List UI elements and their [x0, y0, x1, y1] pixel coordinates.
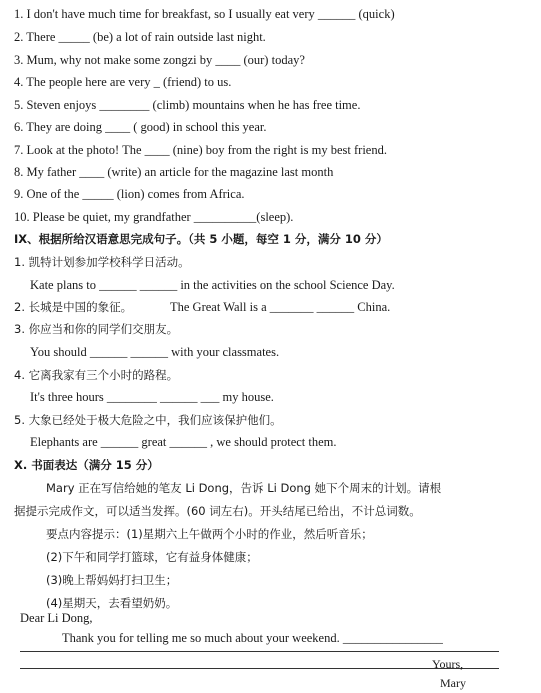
translation-prompt-2: 2. 长城是中国的象征。	[14, 300, 133, 314]
exercise-item-7: 7. Look at the photo! The ____ (nine) boy from the right is my best friend.	[14, 143, 387, 157]
letter-greeting: Dear Li Dong,	[20, 611, 93, 625]
translation-prompt-5: 5. 大象已经处于极大危险之中，我们应该保护他们。	[14, 413, 282, 427]
section-heading-x: X. 书面表达（满分 15 分）	[14, 458, 159, 472]
exercise-item-6: 6. They are doing ____ ( good) in school this year.	[14, 120, 267, 134]
translation-sentence-2: The Great Wall is a _______ ______ China.	[170, 300, 391, 314]
translation-sentence-4: It's three hours ________ ______ ___ my house.	[30, 390, 274, 404]
exercise-item-2: 2. There _____ (be) a lot of rain outside last night.	[14, 30, 266, 44]
writing-intro-line-1: Mary 正在写信给她的笔友 Li Dong，告诉 Li Dong 她下个周末的计划。请根	[46, 481, 442, 495]
writing-intro-line-2: 据提示完成作文，可以适当发挥。(60 词左右)。开头结尾已给出，不计总词数。	[14, 504, 421, 518]
letter-signature: Mary	[440, 676, 466, 690]
exercise-item-10: 10. Please be quiet, my grandfather __________(sleep).	[14, 210, 294, 224]
exercise-item-8: 8. My father ____ (write) an article for the magazine last month	[14, 165, 334, 179]
exercise-item-9: 9. One of the _____ (lion) comes from Africa.	[14, 187, 245, 201]
translation-prompt-1: 1. 凯特计划参加学校科学日活动。	[14, 255, 190, 269]
letter-closing: Yours,	[432, 657, 464, 671]
writing-point-3: (3)晚上帮妈妈打扫卫生；	[46, 573, 178, 587]
writing-answer-line-1	[20, 651, 499, 652]
letter-first-line: Thank you for telling me so much about your weekend. ________________	[62, 631, 443, 645]
exercise-item-5: 5. Steven enjoys ________ (climb) mountains when he has free time.	[14, 98, 361, 112]
writing-point-4: (4)星期天，去看望奶奶。	[46, 596, 178, 610]
exercise-item-3: 3. Mum, why not make some zongzi by ____ (our) today?	[14, 53, 305, 67]
section-heading-ix: IX、根据所给汉语意思完成句子。（共 5 小题，每空 1 分，满分 10 分）	[14, 232, 388, 246]
translation-prompt-4: 4. 它离我家有三个小时的路程。	[14, 368, 179, 382]
writing-answer-line-2	[20, 668, 499, 669]
writing-point-1: 要点内容提示：(1)星期六上午做两个小时的作业，然后听音乐；	[46, 527, 373, 541]
translation-prompt-3: 3. 你应当和你的同学们交朋友。	[14, 322, 179, 336]
exercise-item-1: 1. I don't have much time for breakfast, so I usually eat very ______ (quick)	[14, 7, 395, 21]
translation-sentence-5: Elephants are ______ great ______ , we should protect them.	[30, 435, 337, 449]
exercise-item-4: 4. The people here are very _ (friend) to us.	[14, 75, 232, 89]
translation-sentence-1: Kate plans to ______ ______ in the activities on the school Science Day.	[30, 278, 395, 292]
translation-sentence-3: You should ______ ______ with your classmates.	[30, 345, 280, 359]
writing-point-2: (2)下午和同学打篮球，它有益身体健康；	[46, 550, 258, 564]
